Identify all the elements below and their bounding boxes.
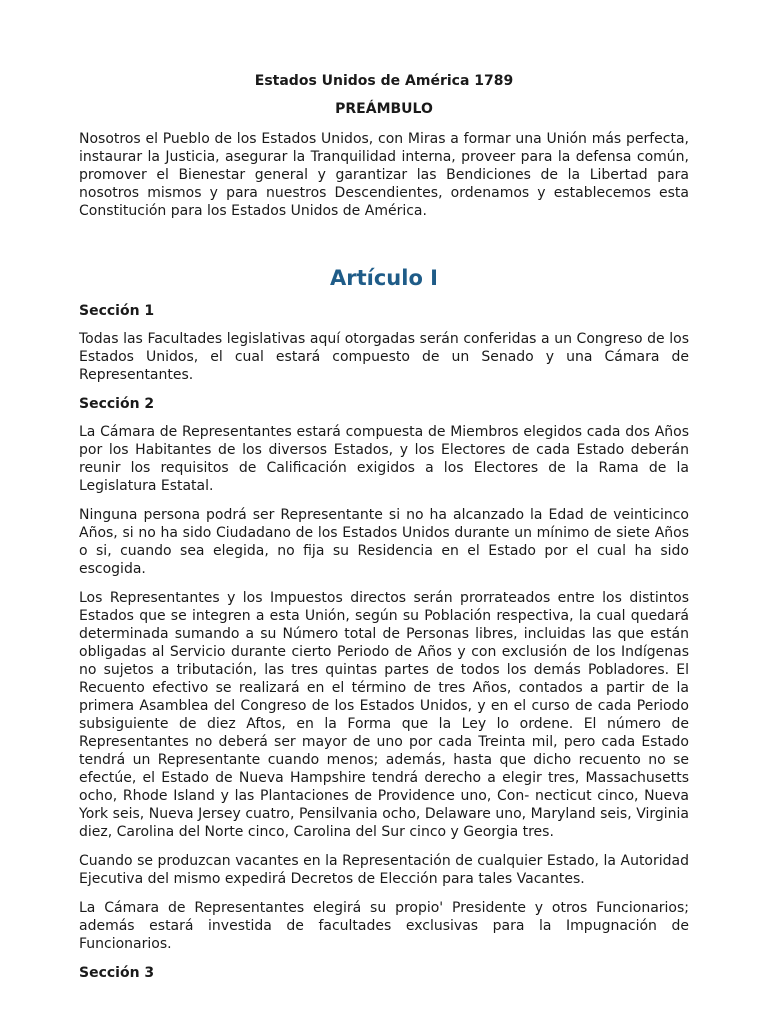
article-heading: Artículo I: [330, 266, 438, 290]
section-2-heading: Sección 2: [79, 396, 155, 412]
section-3-heading: Sección 3: [79, 965, 155, 981]
section-2-paragraph-2: Ninguna persona podrá ser Representante si no ha alcanzado la Edad de veinticinco Años, si no ha sido Ciudadano de los Estados Unidos durante un mínimo de siete Años o si, cuando sea elegida, no fija su Residencia en el Estado por el cual ha sido escogida.: [79, 507, 689, 577]
section-2-paragraph-1: La Cámara de Representantes estará compuesta de Miembros elegidos cada dos Años por los Habitantes de los diversos Estados, y los Electores de cada Estado deberán reunir los requisitos de Calificación exigidos a los Electores de la Rama de la Legislatura Estatal.: [79, 424, 689, 494]
section-1-paragraph-1: Todas las Facultades legislativas aquí otorgadas serán conferidas a un Congreso de los Estados Unidos, el cual estará compuesto de un Senado y una Cámara de Representantes.: [79, 331, 689, 383]
document-title: Estados Unidos de América 1789: [254, 73, 514, 89]
section-2-paragraph-4: Cuando se produzcan vacantes en la Representación de cualquier Estado, la Autoridad Ejecutiva del mismo expedirá Decretos de Elección para tales Vacantes.: [79, 853, 689, 887]
section-2-paragraph-3: Los Representantes y los Impuestos directos serán prorrateados entre los distintos Estados que se integren a esta Unión, según su Población respectiva, la cual quedará determinada sumando a su Número total de Personas libres, incluidas las que están obligadas al Servicio durante cierto Periodo de Años y con exclusión de los Indígenas no sujetos a tributación, las tres quintas partes de todos los demás Pobladores. El Recuento efectivo se realizará en el término de tres Años, contados a partir de la primera Asamblea del Congreso de los Estados Unidos, y en el curso de cada Periodo subsiguiente de diez Aftos, en la Forma que la Ley lo ordene. El número de Representantes no deberá ser mayor de uno por cada Treinta mil, pero cada Estado tendrá un Representante cuando menos; además, hasta que dicho recuento no se efectúe, el Estado de Nueva Hampshire tendrá derecho a elegir tres, Massachusetts ocho, Rhode Island y las Plantaciones de Providence uno, Con- necticut cinco, Nueva York seis, Nueva Jersey cuatro, Pensilvania ocho, Delaware uno, Maryland seis, Virginia diez, Carolina del Norte cinco, Carolina del Sur cinco y Georgia tres.: [79, 590, 689, 840]
preamble-heading: PREÁMBULO: [335, 101, 433, 117]
section-2-paragraph-5: La Cámara de Representantes elegirá su propio' Presidente y otros Funcionarios; además estará investida de facultades exclusivas para la Impugnación de Funcionarios.: [79, 900, 689, 952]
section-1-heading: Sección 1: [79, 303, 155, 319]
preamble-paragraph: Nosotros el Pueblo de los Estados Unidos, con Miras a formar una Unión más perfecta, instaurar la Justicia, asegurar la Tranquilidad interna, proveer para la defensa común, promover el Bienestar general y garantizar las Bendiciones de la Libertad para nosotros mismos y para nuestros Descendientes, ordenamos y establecemos esta Constitución para los Estados Unidos de América.: [79, 131, 689, 219]
